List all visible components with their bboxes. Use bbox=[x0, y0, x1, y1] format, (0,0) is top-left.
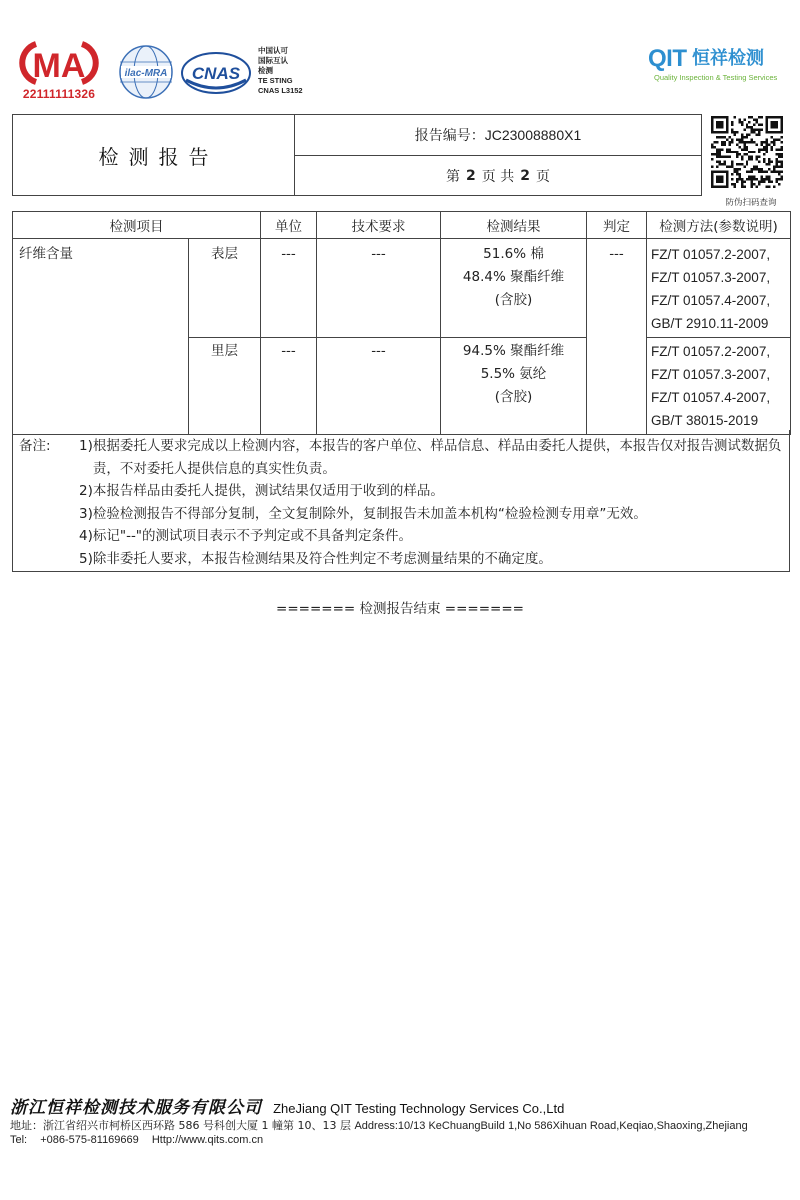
result-line: 5.5% 氨纶 bbox=[480, 366, 547, 382]
remark-item bbox=[79, 435, 785, 480]
cnas-line: TE STING bbox=[258, 76, 293, 85]
remark-number: 4) bbox=[79, 528, 93, 544]
remarks-box bbox=[12, 430, 790, 572]
page-prefix: 第 bbox=[446, 168, 461, 185]
result-line: 94.5% 聚酯纤维 bbox=[462, 343, 565, 359]
table-row bbox=[13, 239, 791, 338]
header-method: 检测方法(参数说明) bbox=[647, 212, 791, 239]
report-title: 检测报告 bbox=[98, 144, 219, 169]
method-line: GB/T 2910.11-2009 bbox=[651, 316, 769, 331]
remark-text: 本报告样品由委托人提供，测试结果仅适用于收到的样品。 bbox=[92, 483, 444, 499]
header-result: 检测结果 bbox=[441, 212, 587, 239]
header-unit: 单位 bbox=[261, 212, 317, 239]
result-value bbox=[441, 338, 587, 435]
page-mid: 页 共 bbox=[481, 168, 515, 185]
header-item: 检测项目 bbox=[13, 212, 261, 239]
layer-name: 表层 bbox=[189, 239, 261, 338]
page-current: 2 bbox=[466, 167, 476, 184]
tel-number: +086-575-81169669 bbox=[40, 1134, 139, 1146]
judgement-value: --- bbox=[587, 239, 647, 435]
qit-tagline: Quality Inspection & Testing Services bbox=[654, 73, 778, 82]
footer-address bbox=[10, 1117, 748, 1133]
method-line: FZ/T 01057.2-2007, bbox=[651, 247, 771, 262]
cnas-line: 国际互认 bbox=[258, 56, 288, 65]
ilac-globe-icon bbox=[118, 44, 174, 100]
company-name-en: ZheJiang QIT Testing Technology Services Co.,Ltd bbox=[273, 1101, 565, 1116]
result-line: 48.4% 聚酯纤维 bbox=[462, 269, 565, 285]
cnas-line: 中国认可 bbox=[258, 46, 288, 55]
method-value bbox=[647, 338, 791, 435]
remark-item bbox=[79, 525, 785, 548]
unit-value: --- bbox=[261, 338, 317, 435]
footer-company bbox=[10, 1093, 564, 1118]
qit-mark: QIT bbox=[648, 45, 687, 72]
report-number-label: 报告编号： bbox=[414, 128, 485, 144]
header-judgement: 判定 bbox=[587, 212, 647, 239]
remark-number: 1) bbox=[79, 438, 93, 454]
remarks-list bbox=[79, 435, 785, 570]
remark-item bbox=[79, 548, 785, 571]
anti-counterfeit-qr-code[interactable] bbox=[711, 116, 783, 188]
method-line: GB/T 38015-2019 bbox=[651, 413, 759, 428]
cma-logo bbox=[14, 40, 104, 104]
table-header-row bbox=[13, 212, 791, 239]
unit-value: --- bbox=[261, 239, 317, 338]
footer-contact bbox=[10, 1134, 273, 1146]
qr-code-icon bbox=[711, 116, 783, 188]
title-cell bbox=[13, 115, 295, 195]
qr-caption: 防伪扫码查询 bbox=[725, 198, 777, 208]
cma-mark-icon bbox=[14, 40, 104, 86]
header-requirement: 技术要求 bbox=[317, 212, 441, 239]
cnas-logo bbox=[180, 50, 252, 96]
report-title-box bbox=[12, 114, 702, 196]
item-name: 纤维含量 bbox=[13, 239, 189, 435]
report-number: JC23008880X1 bbox=[484, 127, 582, 143]
requirement-value: --- bbox=[317, 338, 441, 435]
report-number-cell bbox=[295, 115, 701, 156]
cnas-line: CNAS L3152 bbox=[258, 86, 303, 95]
qit-logo bbox=[648, 46, 788, 88]
result-value bbox=[441, 239, 587, 338]
remark-number: 2) bbox=[79, 483, 93, 499]
website-link[interactable]: Http://www.qits.com.cn bbox=[151, 1134, 264, 1146]
remark-text: 除非委托人要求，本报告检测结果及符合性判定不考虑测量结果的不确定度。 bbox=[92, 550, 552, 567]
result-line: (含胶) bbox=[494, 389, 533, 405]
ilac-mra-logo bbox=[118, 44, 174, 100]
layer-name: 里层 bbox=[189, 338, 261, 435]
qit-chinese-name: 恒祥检测 bbox=[692, 48, 764, 69]
address-en: Address:10/13 KeChuangBuild 1,No 586Xihuan Road,Keqiao,Shaoxing,Zhejiang bbox=[354, 1120, 748, 1132]
ma-text: MA bbox=[32, 47, 86, 85]
result-line: 51.6% 棉 bbox=[483, 246, 544, 262]
cnas-line: 检测 bbox=[258, 66, 273, 75]
remark-number: 3) bbox=[79, 505, 93, 522]
test-results-table bbox=[12, 211, 791, 435]
method-line: FZ/T 01057.4-2007, bbox=[651, 390, 771, 405]
remarks-label: 备注: bbox=[19, 438, 51, 454]
remark-text: 检验检测报告不得部分复制，全文复制除外，复制报告未加盖本机构“检验检测专用章”无效。 bbox=[92, 505, 647, 522]
remark-text: 标记"--"的测试项目表示不予判定或不具备判定条件。 bbox=[92, 528, 413, 544]
method-value bbox=[647, 239, 791, 338]
method-line: FZ/T 01057.4-2007, bbox=[651, 293, 771, 308]
tel-label: Tel: bbox=[10, 1134, 28, 1146]
page-number-cell bbox=[295, 156, 701, 195]
method-line: FZ/T 01057.2-2007, bbox=[651, 344, 771, 359]
remark-text: 根据委托人要求完成以上检测内容，本报告的客户单位、样品信息、样品由委托人提供，本报告仅对报告测试数据负责，不对委托人提供信息的真实性负责。 bbox=[92, 438, 782, 477]
report-end-marker: ======= 检测报告结束 ======= bbox=[276, 601, 524, 617]
method-line: FZ/T 01057.3-2007, bbox=[651, 367, 771, 382]
address-cn: 地址：浙江省绍兴市柯桥区西环路 586 号科创大厦 1 幢第 10、13 层 bbox=[10, 1119, 351, 1132]
method-line: FZ/T 01057.3-2007, bbox=[651, 270, 771, 285]
company-name-cn: 浙江恒祥检测技术服务有限公司 bbox=[10, 1098, 262, 1118]
cnas-mark-icon bbox=[180, 50, 252, 96]
result-line: (含胶) bbox=[494, 292, 533, 308]
remark-item bbox=[79, 503, 785, 526]
remark-item bbox=[79, 480, 785, 503]
page-total: 2 bbox=[520, 167, 530, 184]
page-suffix: 页 bbox=[535, 168, 550, 185]
cnas-accreditation-text bbox=[258, 46, 303, 96]
ma-certificate-number: 22111111326 bbox=[22, 87, 96, 101]
ilac-text: ilac-MRA bbox=[124, 68, 168, 79]
remark-number: 5) bbox=[79, 550, 93, 567]
cnas-text: CNAS bbox=[191, 64, 241, 83]
requirement-value: --- bbox=[317, 239, 441, 338]
